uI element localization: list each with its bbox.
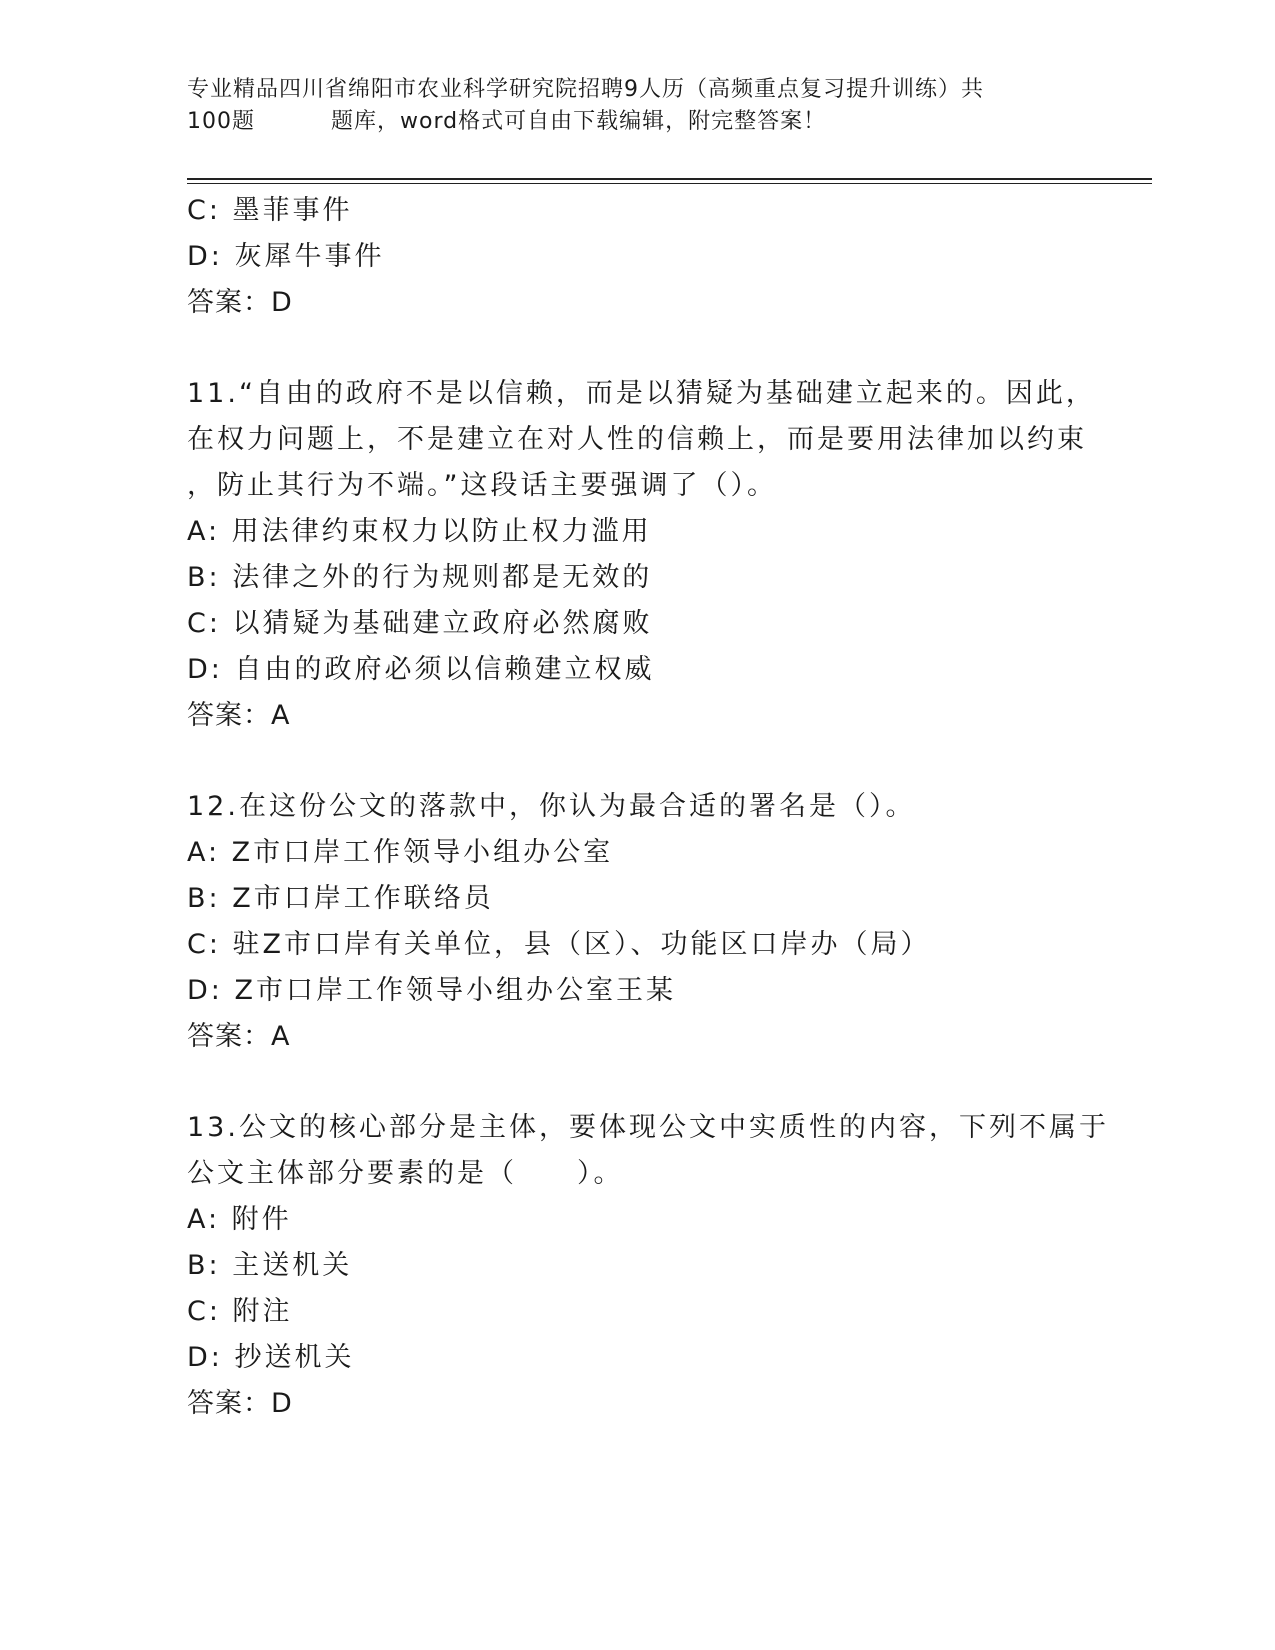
option-line: C: 墨菲事件: [187, 195, 353, 226]
question-text-line: 在权力问题上，不是建立在对人性的信赖上，而是要用法律加以约束: [187, 424, 1087, 455]
question-content: [187, 188, 1109, 1427]
option-line: D: 灰犀牛事件: [187, 241, 385, 272]
header-description: 题库，word格式可自由下载编辑，附完整答案！: [331, 109, 827, 134]
answer-line: 答案：D: [187, 1388, 293, 1419]
header-question-count: 100题: [187, 109, 255, 134]
option-line: A: Z市口岸工作领导小组办公室: [187, 837, 614, 868]
option-line: C: 驻Z市口岸有关单位，县（区）、功能区口岸办（局）: [187, 929, 931, 960]
question-block-11: [187, 371, 1096, 739]
spacer: [187, 1060, 1087, 1105]
header-title-line2: [187, 106, 1087, 138]
question-text-line: 12.在这份公文的落款中，你认为最合适的署名是（）。: [187, 791, 916, 822]
page-header: [187, 74, 1087, 138]
question-block-13: [187, 1105, 1109, 1427]
option-line: C: 以猜疑为基础建立政府必然腐败: [187, 608, 653, 639]
question-text-line: 11.“自由的政府不是以信赖，而是以猜疑为基础建立起来的。因此，: [187, 378, 1096, 409]
option-line: D: 抄送机关: [187, 1342, 355, 1373]
question-block-10: [187, 188, 1087, 326]
spacer: [187, 739, 1087, 784]
header-title-line1: 专业精品四川省绵阳市农业科学研究院招聘9人历（高频重点复习提升训练）共: [187, 77, 984, 102]
option-line: B: 法律之外的行为规则都是无效的: [187, 562, 653, 593]
option-line: A: 用法律约束权力以防止权力滥用: [187, 516, 652, 547]
spacer: [187, 326, 1087, 371]
option-line: C: 附注: [187, 1296, 293, 1327]
question-text-line: 公文主体部分要素的是（ ）。: [187, 1158, 624, 1189]
question-text-line: 13.公文的核心部分是主体，要体现公文中实质性的内容，下列不属于: [187, 1112, 1109, 1143]
answer-line: 答案：D: [187, 287, 293, 318]
answer-line: 答案：A: [187, 700, 291, 731]
header-rule-thin: [187, 183, 1152, 184]
question-block-12: [187, 784, 1087, 1060]
header-rule-thick: [187, 178, 1152, 180]
option-line: B: Z市口岸工作联络员: [187, 883, 494, 914]
answer-line: 答案：A: [187, 1021, 291, 1052]
option-line: A: 附件: [187, 1204, 292, 1235]
question-text-line: ，防止其行为不端。”这段话主要强调了（）。: [187, 470, 777, 501]
option-line: D: 自由的政府必须以信赖建立权威: [187, 654, 655, 685]
option-line: B: 主送机关: [187, 1250, 353, 1281]
option-line: D: Z市口岸工作领导小组办公室王某: [187, 975, 676, 1006]
